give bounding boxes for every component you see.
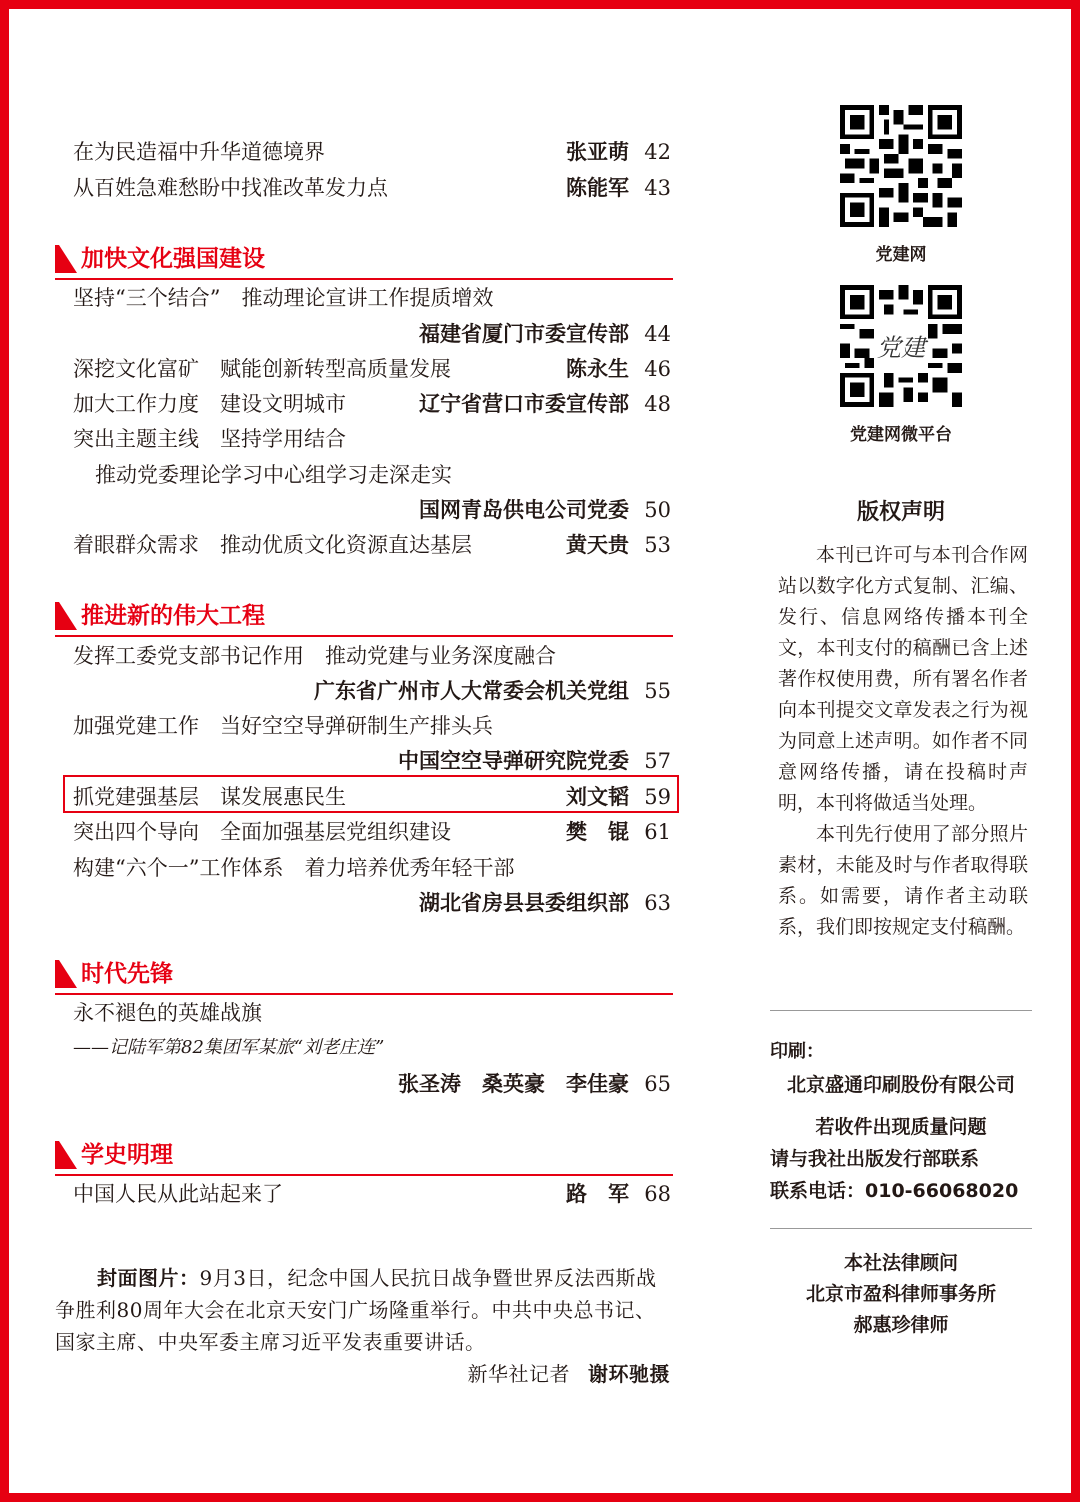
toc-entry[interactable] bbox=[73, 527, 671, 563]
toc-page: 48 bbox=[644, 392, 671, 416]
toc-title: 突出四个导向 全面加强基层党组织建设 bbox=[73, 820, 451, 844]
toc-title: 发挥工委党支部书记作用 推动党建与业务深度融合 bbox=[73, 644, 556, 668]
section-title: 推进新的伟大工程 bbox=[81, 603, 265, 629]
divider bbox=[770, 1228, 1032, 1229]
toc-author: 陈能军 bbox=[566, 176, 629, 200]
toc-entry[interactable] bbox=[73, 351, 671, 387]
copyright-body bbox=[778, 540, 1028, 943]
qr-center-logo: 党建 bbox=[876, 332, 926, 362]
section-header bbox=[55, 240, 673, 280]
toc-title: 着眼群众需求 推动优质文化资源直达基层 bbox=[73, 533, 472, 557]
toc-author: 黄天贵 bbox=[566, 533, 629, 557]
toc-page: 63 bbox=[644, 891, 671, 915]
toc-entry-byline bbox=[73, 673, 671, 709]
qr-label: 党建网微平台 bbox=[850, 425, 952, 445]
qr-code-icon[interactable] bbox=[840, 285, 962, 407]
qr-label: 党建网 bbox=[875, 245, 927, 265]
section-title: 时代先锋 bbox=[81, 961, 173, 987]
toc-entry[interactable] bbox=[73, 638, 671, 674]
toc-page: 42 bbox=[644, 140, 671, 164]
toc-page: 43 bbox=[644, 176, 671, 200]
copyright-paragraph: 本刊先行使用了部分照片素材，未能及时与作者取得联系。如需要，请作者主动联系，我们即按规定支付稿酬。 bbox=[778, 823, 1028, 938]
toc-author: 张亚萌 bbox=[566, 140, 629, 164]
flag-icon bbox=[55, 960, 77, 988]
legal-counsel: 本社法律顾问 bbox=[843, 1252, 958, 1274]
toc-page: 44 bbox=[644, 322, 671, 346]
flag-icon bbox=[55, 1141, 77, 1169]
toc-title: 抓党建强基层 谋发展惠民生 bbox=[73, 785, 346, 809]
toc-author: 陈永生 bbox=[566, 357, 629, 381]
toc-title: 加强党建工作 当好空空导弹研制生产排头兵 bbox=[73, 714, 493, 738]
toc-entry[interactable] bbox=[73, 386, 671, 422]
lawyer-name: 郝惠珍律师 bbox=[853, 1314, 949, 1336]
flag-icon bbox=[55, 602, 77, 630]
toc-title: 从百姓急难愁盼中找准改革发力点 bbox=[73, 176, 388, 200]
toc-entry[interactable] bbox=[73, 850, 671, 886]
toc-entry-subtitle bbox=[73, 457, 671, 493]
toc-title: 深挖文化富矿 赋能创新转型高质量发展 bbox=[73, 357, 451, 381]
quality-note: 若收件出现质量问题 bbox=[815, 1116, 987, 1138]
toc-subtitle: ——记陆军第82集团军某旅“刘老庄连” bbox=[73, 1037, 385, 1058]
toc-title: 中国人民从此站起来了 bbox=[73, 1182, 283, 1206]
cover-text: 9月3日，纪念中国人民抗日战争暨世界反法西斯战争胜利80周年大会在北京天安门广场隆重举行。中共中央总书记、国家主席、中央军委主席习近平发表重要讲话。 bbox=[55, 1266, 657, 1354]
toc-entry-byline bbox=[73, 492, 671, 528]
toc-page: 50 bbox=[644, 498, 671, 522]
qr-code-icon[interactable] bbox=[840, 105, 962, 227]
toc-page: 46 bbox=[644, 357, 671, 381]
credit-name: 谢环驰摄 bbox=[588, 1362, 670, 1386]
toc-entry[interactable] bbox=[73, 708, 671, 744]
flag-icon bbox=[55, 245, 77, 273]
toc-entry-byline bbox=[73, 885, 671, 921]
credit-org: 新华社记者 bbox=[467, 1362, 570, 1386]
cover-text-block bbox=[55, 1262, 670, 1358]
quality-note: 请与我社出版发行部联系 bbox=[770, 1148, 980, 1170]
toc-title: 加大工作力度 建设文明城市 bbox=[73, 392, 346, 416]
law-firm: 北京市盈科律师事务所 bbox=[805, 1283, 996, 1305]
toc-author: 中国空空导弹研究院党委 bbox=[398, 749, 629, 773]
toc-author: 国网青岛供电公司党委 bbox=[419, 498, 629, 522]
toc-title: 坚持“三个结合” 推动理论宣讲工作提质增效 bbox=[73, 286, 494, 310]
toc-entry[interactable] bbox=[73, 1176, 671, 1212]
toc-author: 辽宁省营口市委宣传部 bbox=[419, 392, 629, 416]
toc-entry[interactable] bbox=[73, 170, 671, 206]
toc-page: 65 bbox=[644, 1072, 671, 1096]
toc-entry-byline bbox=[73, 316, 671, 352]
cover-credit bbox=[55, 1358, 670, 1390]
toc-author: 刘文韬 bbox=[566, 785, 629, 809]
toc-title: 突出主题主线 坚持学用结合 bbox=[73, 427, 346, 451]
toc-subtitle: 推动党委理论学习中心组学习走深走实 bbox=[95, 463, 452, 487]
copyright-paragraph: 本刊已许可与本刊合作网站以数字化方式复制、汇编、发行、信息网络传播本刊全文，本刊支付的稿酬已含上述著作权使用费，所有署名作者向本刊提交文章发表之行为视为同意上述声明。如作者不同意网络传播，请在投稿时声明，本刊将做适当处理。 bbox=[778, 544, 1028, 814]
toc-page: 57 bbox=[644, 749, 671, 773]
cover-label: 封面图片： bbox=[97, 1266, 200, 1290]
toc-entry[interactable] bbox=[73, 814, 671, 850]
section-title: 学史明理 bbox=[81, 1142, 173, 1168]
toc-entry-byline bbox=[73, 743, 671, 779]
contact-phone: 联系电话：010-66068020 bbox=[770, 1180, 1019, 1202]
toc-page: 59 bbox=[644, 785, 671, 809]
toc-title: 在为民造福中升华道德境界 bbox=[73, 140, 325, 164]
cover-caption bbox=[55, 1262, 670, 1390]
toc-page: 68 bbox=[644, 1182, 671, 1206]
section-header bbox=[55, 597, 673, 637]
print-label: 印刷： bbox=[770, 1041, 824, 1062]
toc-entry[interactable] bbox=[73, 995, 671, 1031]
toc-page: 53 bbox=[644, 533, 671, 557]
copyright-title: 版权声明 bbox=[856, 500, 945, 525]
section-header bbox=[55, 955, 673, 995]
toc-entry[interactable] bbox=[73, 421, 671, 457]
toc-author: 张圣涛 桑英豪 李佳豪 bbox=[398, 1072, 629, 1096]
section-header bbox=[55, 1136, 673, 1176]
toc-title: 永不褪色的英雄战旗 bbox=[73, 1001, 262, 1025]
divider bbox=[770, 1010, 1032, 1011]
section-title: 加快文化强国建设 bbox=[81, 246, 265, 272]
toc-entry[interactable] bbox=[73, 134, 671, 170]
highlight-box bbox=[63, 775, 679, 813]
toc-page: 61 bbox=[644, 820, 671, 844]
toc-page: 55 bbox=[644, 679, 671, 703]
toc-entry[interactable] bbox=[73, 280, 671, 316]
toc-title: 构建“六个一”工作体系 着力培养优秀年轻干部 bbox=[73, 856, 515, 880]
print-company: 北京盛通印刷股份有限公司 bbox=[786, 1074, 1015, 1096]
toc-author: 福建省厦门市委宣传部 bbox=[419, 322, 629, 346]
toc-author: 路 军 bbox=[566, 1182, 629, 1206]
toc-author: 樊 锟 bbox=[566, 820, 629, 844]
toc-author: 广东省广州市人大常委会机关党组 bbox=[314, 679, 629, 703]
toc-entry-subtitle bbox=[73, 1030, 671, 1066]
toc-author: 湖北省房县县委组织部 bbox=[419, 891, 629, 915]
toc-entry-byline bbox=[73, 1066, 671, 1102]
